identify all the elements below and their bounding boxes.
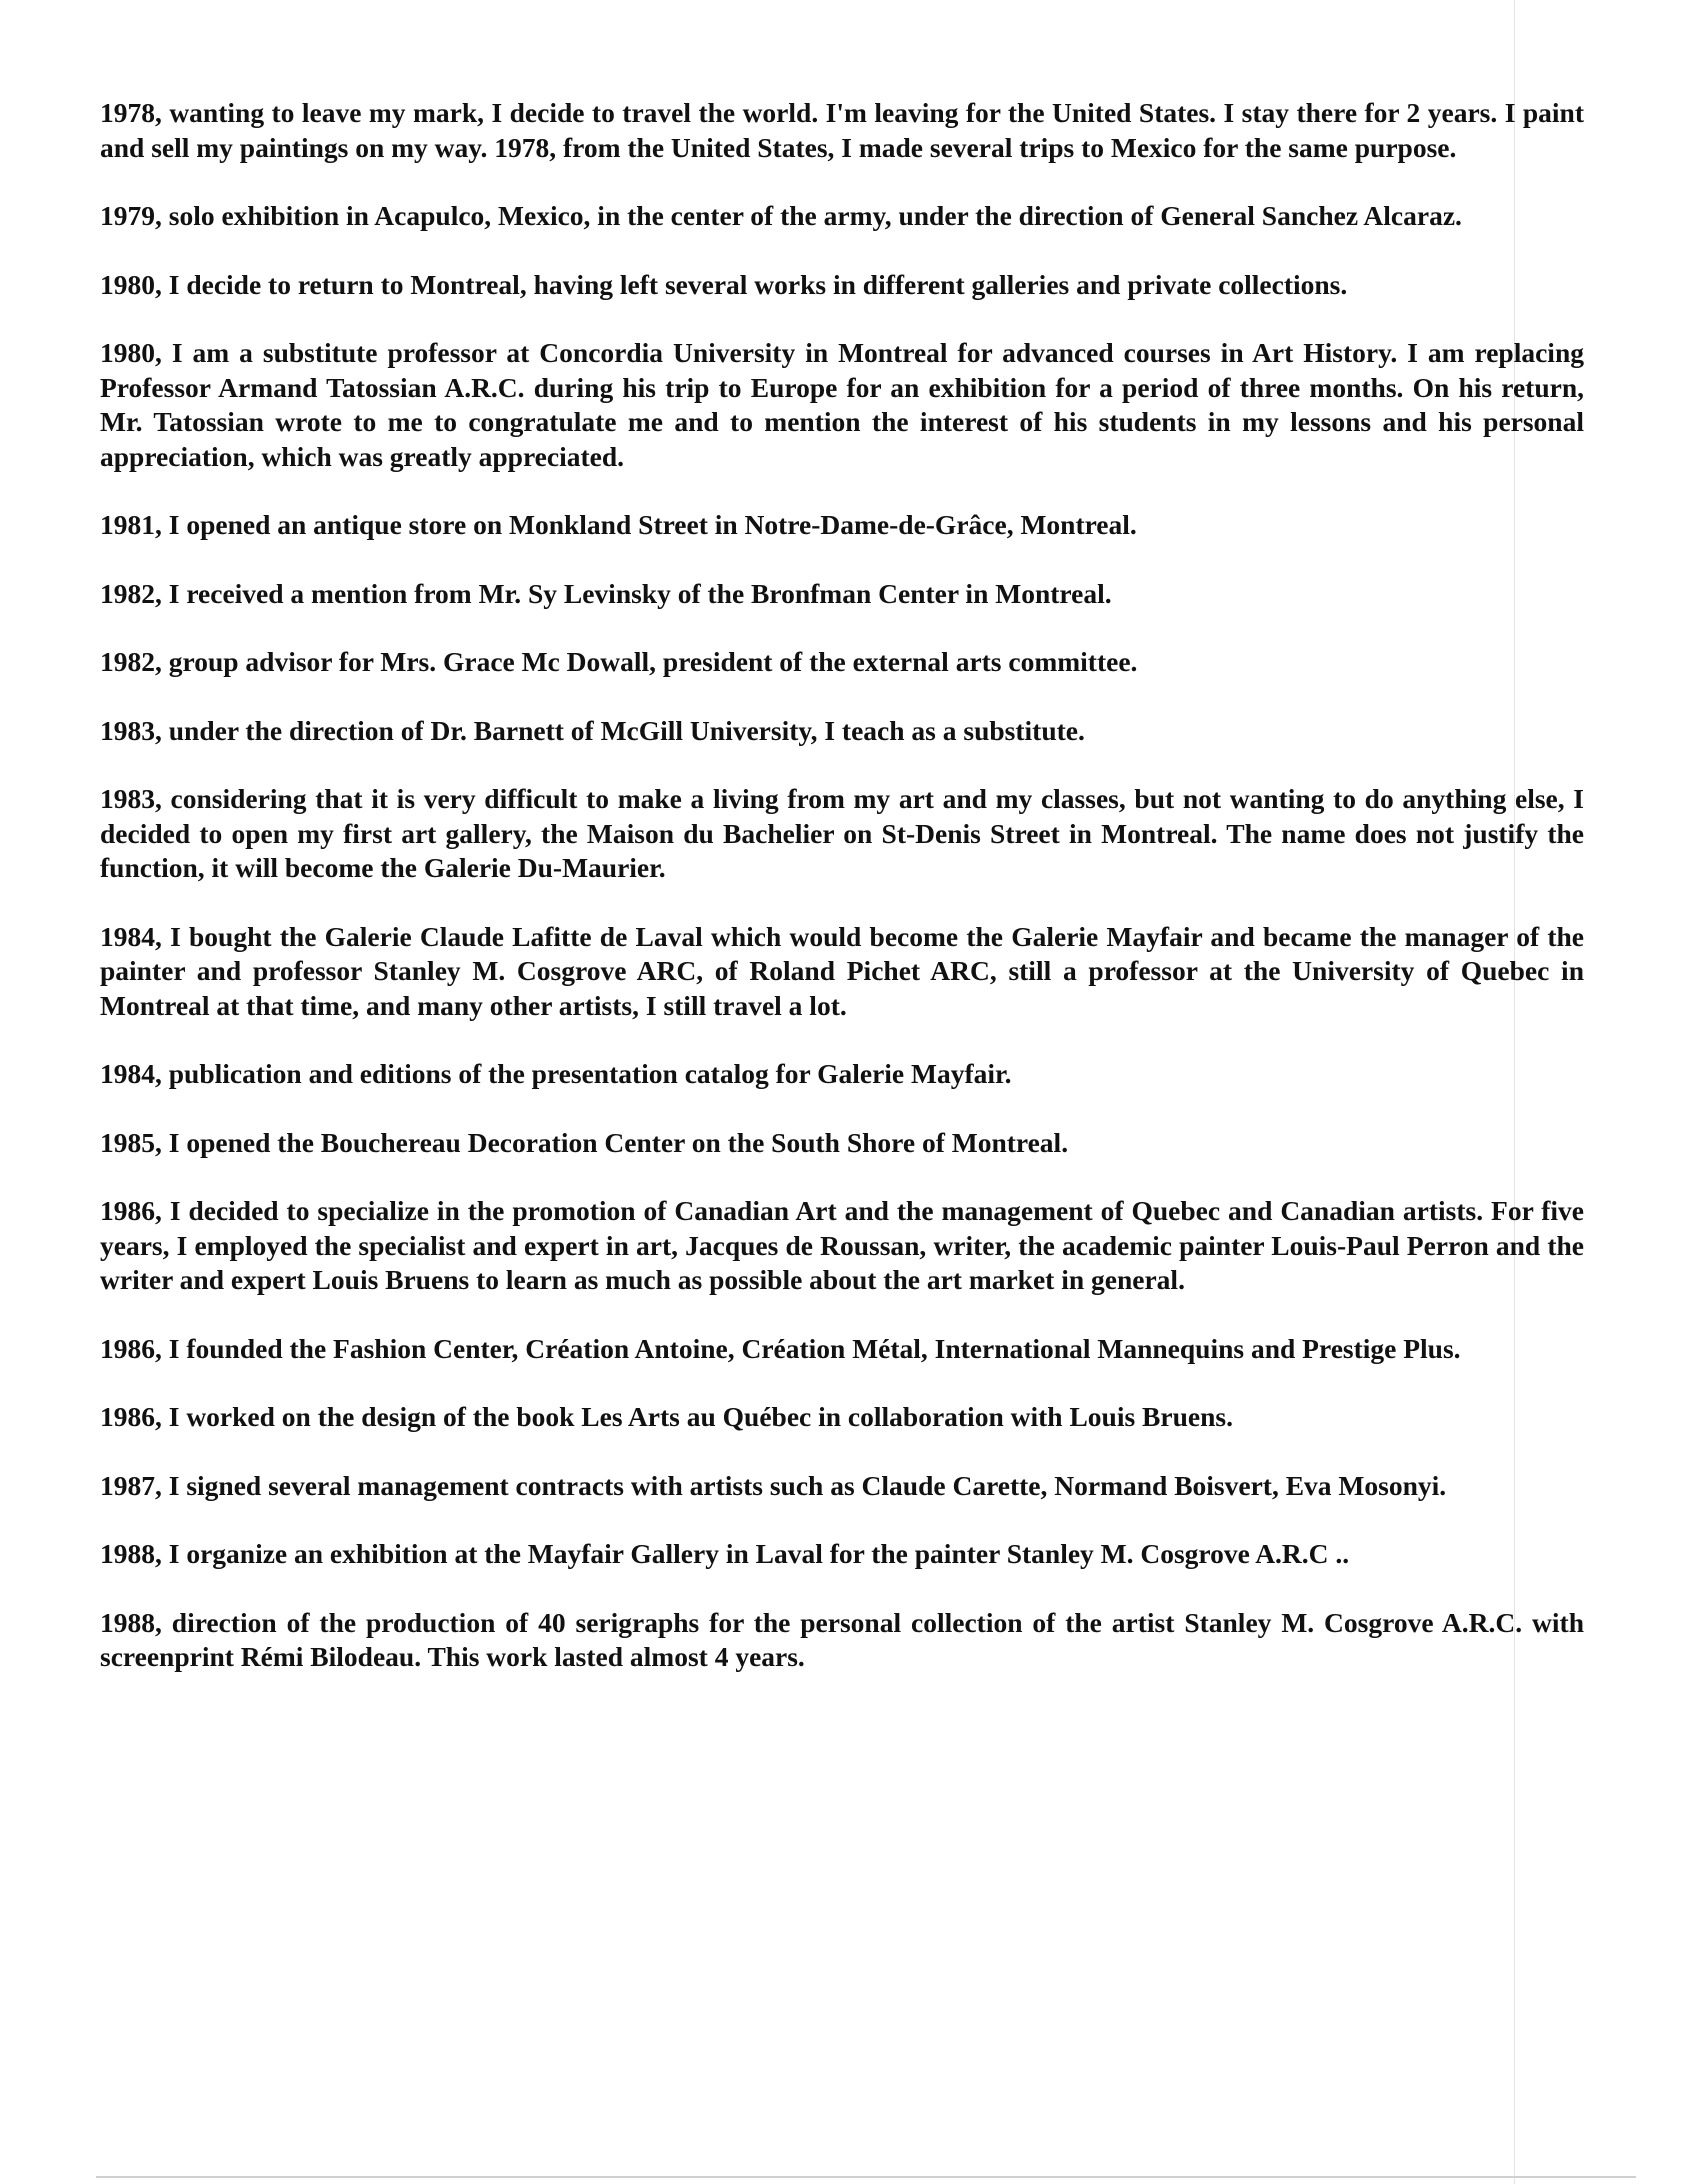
entry-1983-gallery: 1983, considering that it is very difficult to make a living from my art and my classes, but not wanting to do anything else, I decided to open my first art gallery, the Maison du Bachelier on St-Denis Street in Montreal. The name does not justify the function, it will become the Galerie Du-Maurier. (100, 783, 1584, 883)
entry-1983-substitute: 1983, under the direction of Dr. Barnett of McGill University, I teach as a substitute. (100, 714, 1085, 746)
entry-1984-mayfair: 1984, I bought the Galerie Claude Lafitte de Laval which would become the Galerie Mayfair and became the manager of the painter and professor Stanley M. Cosgrove ARC, of Roland Pichet ARC, still a professor at the University of Quebec in Montreal at that time, and many other artists, I still travel a lot. (100, 920, 1584, 1021)
entry-1988-serigraphs: 1988, direction of the production of 40 serigraphs for the personal collection of the artist Stanley M. Cosgrove A.R.C. with screenprint Rémi Bilodeau. This work lasted almost 4 years. (100, 1606, 1584, 1672)
entry-1978: 1978, wanting to leave my mark, I decide to travel the world. I'm leaving for the United States. I stay there for 2 years. I paint and sell my paintings on my way. 1978, from the United States, I made several trips to Mexico for the same purpose. (100, 97, 1584, 163)
entry-1982-advisor: 1982, group advisor for Mrs. Grace Mc Dowall, president of the external arts committee. (100, 646, 1138, 677)
entry-1984-catalog: 1984, publication and editions of the presentation catalog for Galerie Mayfair. (100, 1058, 1012, 1089)
entry-1987: 1987, I signed several management contracts with artists such as Claude Carette, Normand Boisvert, Eva Mosonyi. (100, 1469, 1447, 1501)
entry-1986-book: 1986, I worked on the design of the book Les Arts au Québec in collaboration with Louis Bruens. (100, 1401, 1233, 1432)
entry-1979: 1979, solo exhibition in Acapulco, Mexico, in the center of the army, under the direction of General Sanchez Alcaraz. (100, 200, 1462, 231)
timeline-text (100, 96, 1584, 1709)
entry-1980-return: 1980, I decide to return to Montreal, having left several works in different galleries and private collections. (100, 268, 1348, 300)
entry-1985: 1985, I opened the Bouchereau Decoration Center on the South Shore of Montreal. (100, 1126, 1069, 1158)
entry-1988-exhibition: 1988, I organize an exhibition at the Mayfair Gallery in Laval for the painter Stanley M. Cosgrove A.R.C .. (100, 1538, 1350, 1569)
entry-1981: 1981, I opened an antique store on Monkland Street in Notre-Dame-de-Grâce, Montreal. (100, 509, 1137, 540)
bottom-edge-rule (96, 2176, 1636, 2178)
entry-1986-fashion: 1986, I founded the Fashion Center, Création Antoine, Création Métal, International Mannequins and Prestige Plus. (100, 1332, 1461, 1364)
entry-1982-mention: 1982, I received a mention from Mr. Sy Levinsky of the Bronfman Center in Montreal. (100, 577, 1112, 609)
entry-1986-specialize: 1986, I decided to specialize in the promotion of Canadian Art and the management of Quebec and Canadian artists. For five years, I employed the specialist and expert in art, Jacques de Roussan, writer, the academic painter Louis-Paul Perron and the writer and expert Louis Bruens to learn as much as possible about the art market in general. (100, 1195, 1584, 1295)
entry-1980-professor: 1980, I am a substitute professor at Concordia University in Montreal for advanced courses in Art History. I am replacing Professor Armand Tatossian A.R.C. during his trip to Europe for an exhibition for a period of three months. On his return, Mr. Tatossian wrote to me to congratulate me and to mention the interest of his students in my lessons and his personal appreciation, which was greatly appreciated. (100, 337, 1584, 472)
